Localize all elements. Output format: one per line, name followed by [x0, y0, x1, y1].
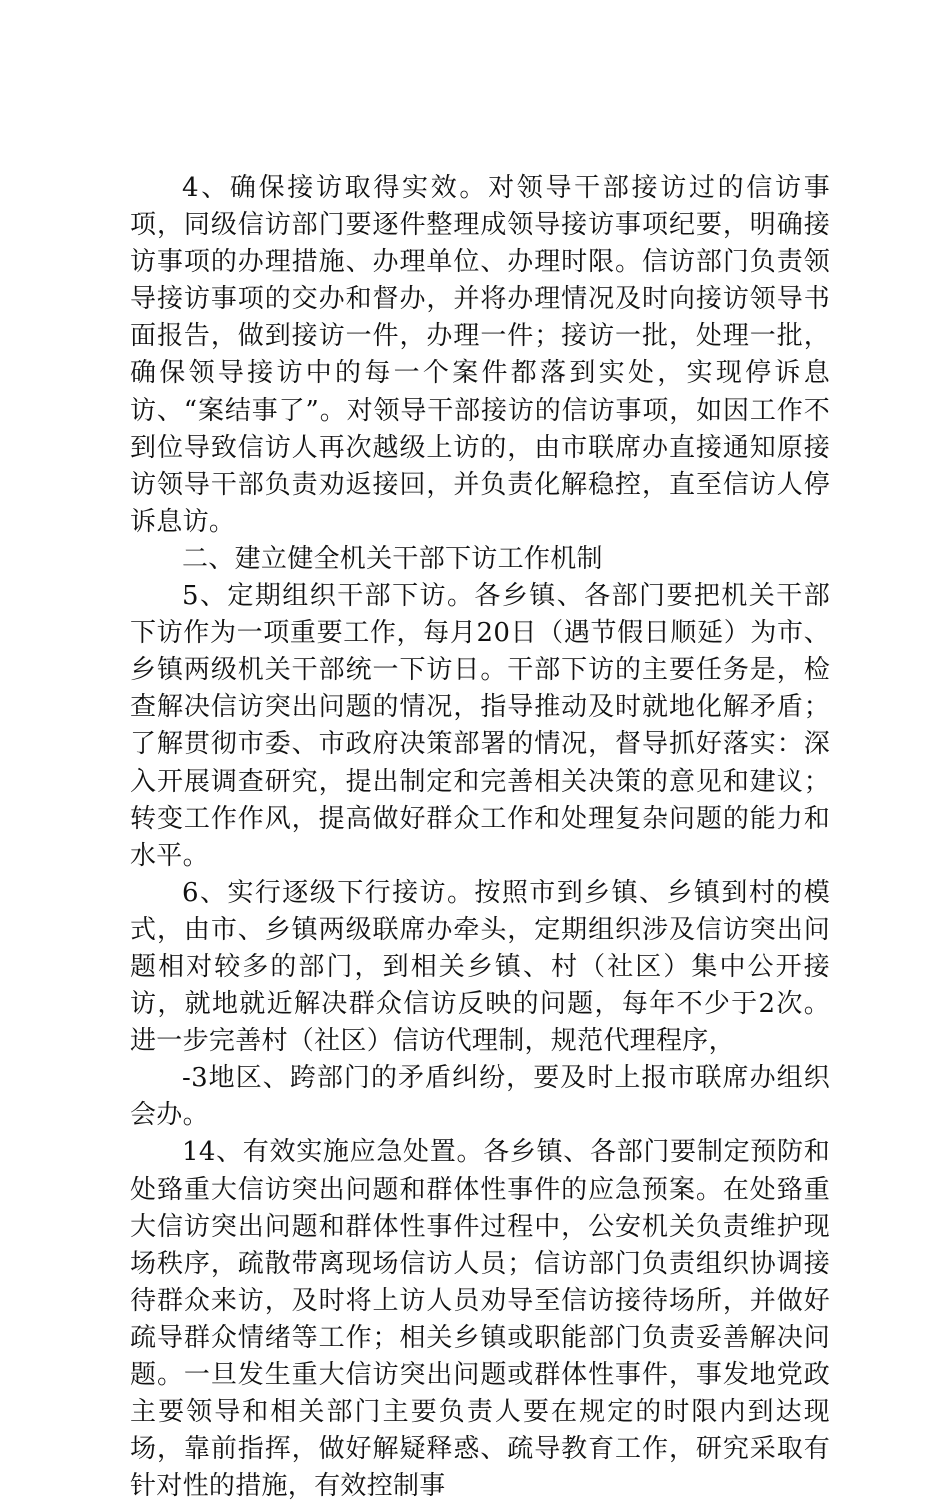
paragraph-4-ensure-effectiveness: 4、确保接访取得实效。对领导干部接访过的信访事项，同级信访部门要逐件整理成领导接访事项纪要，明确接访事项的办理措施、办理单位、办理时限。信访部门负责领导接访事项的交办和督办，并将办理情况及时向接访领导书面报告，做到接访一件，办理一件；接访一批，处理一批，确保领导接访中的每一个案件都落到实处，实现停诉息访、“案结事了”。对领导干部接访的信访事项，如因工作不到位导致信访人再次越级上访的，由市联席办直接通知原接访领导干部负责劝返接回，并负责化解稳控，直至信访人停诉息访。: [130, 173, 830, 537]
section-heading-2: 二、建立健全机关干部下访工作机制: [182, 543, 603, 574]
paragraph-page-break-fragment: -3地区、跨部门的矛盾纠纷，要及时上报市联席办组织会办。: [130, 1063, 830, 1131]
document-body: [130, 170, 830, 1505]
paragraph-14-emergency-handling: 14、有效实施应急处置。各乡镇、各部门要制定预防和处臵重大信访突出问题和群体性事件的应急预案。在处臵重大信访突出问题和群体性事件过程中，公安机关负责维护现场秩序，疏散带离现场信访人员；信访部门负责组织协调接待群众来访，及时将上访人员劝导至信访接待场所，并做好疏导群众情绪等工作；相关乡镇或职能部门负责妥善解决问题。一旦发生重大信访突出问题或群体性事件，事发地党政主要领导和相关部门主要负责人要在规定的时限内到达现场，靠前指挥，做好解疑释惑、疏导教育工作，研究采取有针对性的措施，有效控制事: [130, 1137, 830, 1502]
paragraph-5-regular-visits: 5、定期组织干部下访。各乡镇、各部门要把机关干部下访作为一项重要工作，每月20日（遇节假日顺延）为市、乡镇两级机关干部统一下访日。干部下访的主要任务是，检查解决信访突出问题的情况，指导推动及时就地化解矛盾；了解贯彻市委、市政府决策部署的情况，督导抓好落实：深入开展调查研究，提出制定和完善相关决策的意见和建议；转变工作作风，提高做好群众工作和处理复杂问题的能力和水平。: [130, 581, 830, 871]
paragraph-6-level-by-level: 6、实行逐级下行接访。按照市到乡镇、乡镇到村的模式，由市、乡镇两级联席办牵头，定期组织涉及信访突出问题相对较多的部门，到相关乡镇、村（社区）集中公开接访，就地就近解决群众信访反映的问题，每年不少于2次。进一步完善村（社区）信访代理制，规范代理程序，: [130, 877, 830, 1057]
